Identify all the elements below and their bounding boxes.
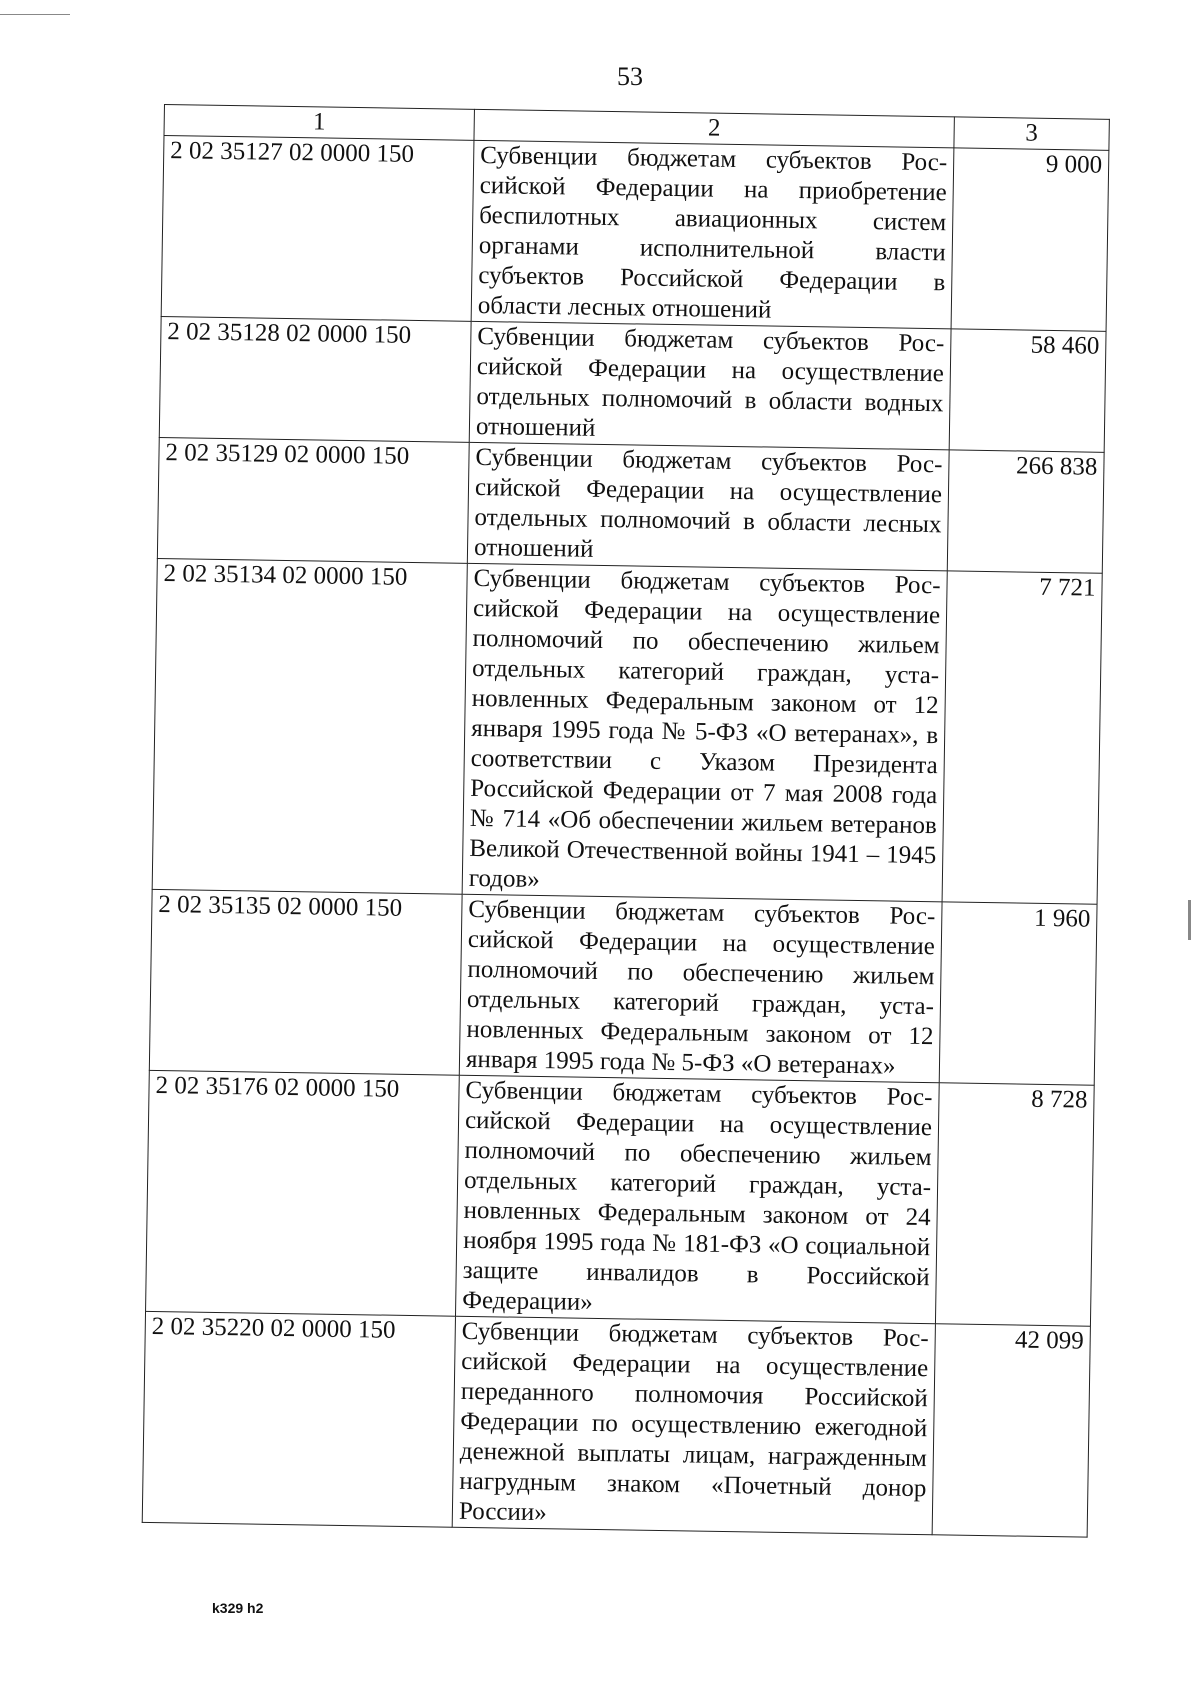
income-description: Субвенции бюджетам субъектов Российской Федерации на осуществление отдельных полномочий в области водных отношений — [469, 321, 951, 450]
income-amount: 9 000 — [951, 148, 1109, 331]
column-header-1: 1 — [164, 105, 474, 141]
table-row — [157, 437, 1104, 573]
income-amount: 58 460 — [949, 329, 1106, 452]
table-row — [152, 558, 1102, 904]
income-code: 2 02 35176 02 0000 150 — [146, 1070, 460, 1316]
income-description: Субвенции бюджетам субъектов Российской Федерации на осуществление полномочий по обеспечению жильем отдельных категорий граждан, установленных Федеральным законом от 12 января 1995 года № 5-ФЗ «О ветеранах» — [459, 894, 942, 1083]
income-code: 2 02 35134 02 0000 150 — [152, 558, 467, 894]
table-row — [159, 316, 1106, 452]
income-code: 2 02 35135 02 0000 150 — [149, 889, 462, 1075]
income-code: 2 02 35129 02 0000 150 — [157, 437, 469, 563]
income-code: 2 02 35128 02 0000 150 — [159, 316, 471, 442]
income-description: Субвенции бюджетам субъектов Российской Федерации на осуществление полномочий по обеспечению жильем отдельных категорий граждан, установленных Федеральным законом от 24 ноября 1995 года № 181-ФЗ «О социальной защите инвалидов в Российской Федерации» — [455, 1075, 939, 1324]
income-amount: 8 728 — [935, 1083, 1094, 1326]
income-amount: 42 099 — [932, 1324, 1090, 1537]
income-description: Субвенции бюджетам субъектов Российской Федерации на осуществление переданного полномочия Российской Федерации по осуществлению ежегодной денежной выплаты лицам, награжденным нагрудным знаком «Почетный донор России» — [452, 1316, 935, 1535]
income-amount: 7 721 — [942, 571, 1102, 904]
budget-table — [142, 104, 1110, 1538]
table-row — [146, 1070, 1095, 1326]
income-amount: 1 960 — [939, 902, 1097, 1085]
table-row — [149, 889, 1097, 1085]
table-row — [161, 136, 1109, 332]
page-number: 53 — [617, 62, 643, 91]
column-header-3: 3 — [954, 117, 1109, 150]
income-description: Субвенции бюджетам субъектов Российской Федерации на осуществление отдельных полномочий в области лесных отношений — [467, 442, 949, 571]
scan-edge-mark — [0, 14, 70, 15]
document-footer-code: k329 h2 — [212, 1600, 264, 1616]
scan-edge-mark — [1188, 900, 1191, 940]
income-description: Субвенции бюджетам субъектов Российской Федерации на осуществление полномочий по обеспечению жильем отдельных категорий граждан, установленных Федеральным законом от 12 января 1995 года № 5-ФЗ «О ветеранах», в соответствии с Указом Президента Российской Федерации от 7 мая 2008 года № 714 «Об обеспечении жильем ветеранов Великой Отечественной войны 1941 – 1945 годов» — [462, 563, 947, 901]
income-code: 2 02 35220 02 0000 150 — [142, 1311, 455, 1527]
document-sheet — [142, 104, 1109, 1538]
table-row — [142, 1311, 1090, 1537]
column-header-2: 2 — [474, 109, 954, 148]
income-amount: 266 838 — [947, 450, 1104, 573]
income-code: 2 02 35127 02 0000 150 — [161, 136, 474, 322]
income-description: Субвенции бюджетам субъектов Российской Федерации на приобретение беспилотных авиационных систем органами исполнительной власти субъектов Российской Федерации в области лесных отношений — [471, 140, 954, 329]
